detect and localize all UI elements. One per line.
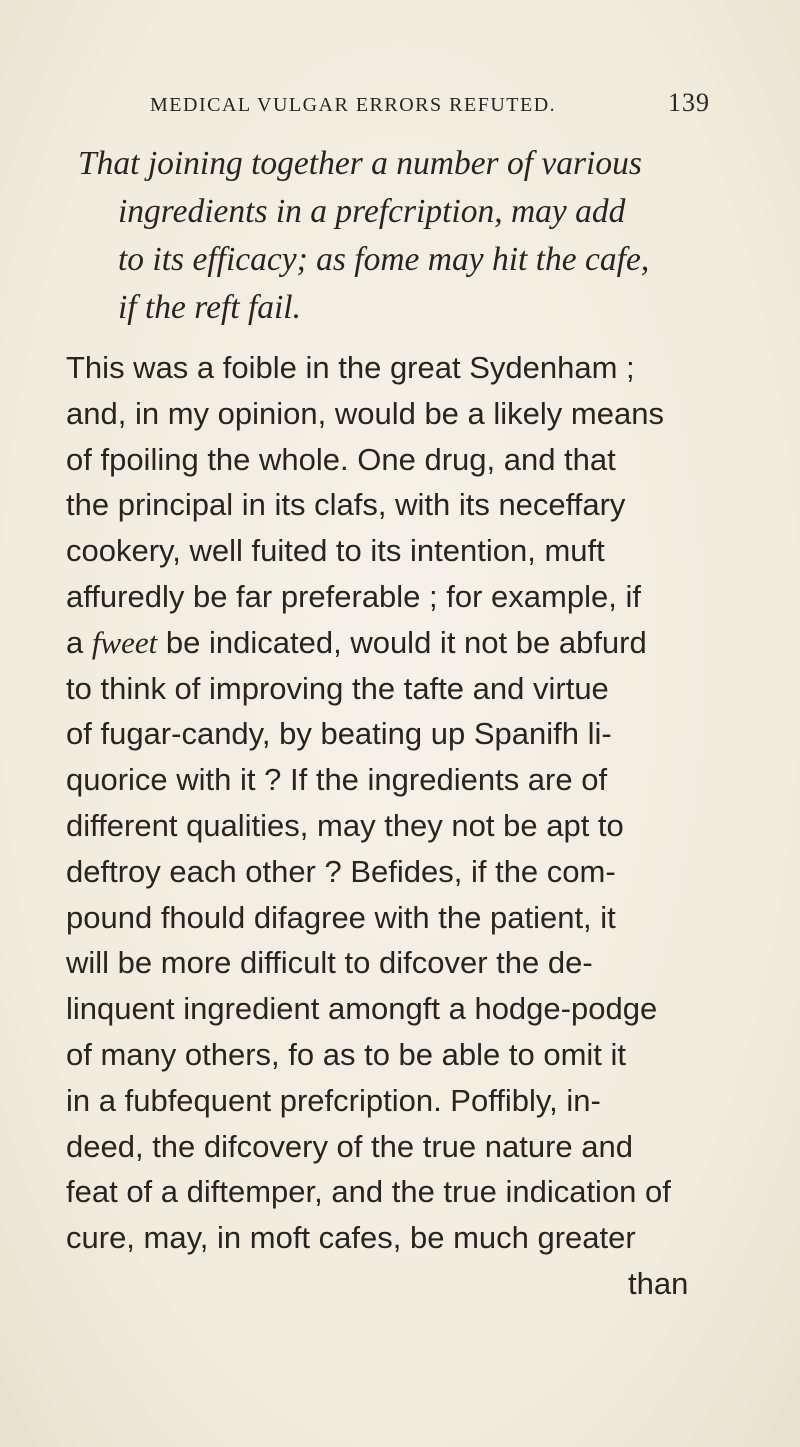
italic-word: fweet: [91, 624, 158, 660]
body-line: pound fhould difagree with the patient, it: [66, 899, 616, 935]
body-line: [66, 620, 726, 666]
heading-line: ingredients in a prefcription, may add: [118, 193, 626, 230]
heading-line: to its efficacy; as fome may hit the cafe,: [118, 241, 650, 278]
body-line: feat of a diftemper, and the true indication of: [66, 1174, 671, 1210]
body-line: to think of improving the tafte and virtue: [66, 670, 609, 706]
body-line: of many others, fo as to be able to omit it: [66, 1036, 627, 1072]
body-line: in a fubfequent prefcription. Poffibly, in-: [66, 1082, 601, 1118]
body-line: linquent ingredient amongft a hodge-podge: [66, 991, 658, 1027]
running-head: [150, 88, 710, 118]
body-line: the principal in its clafs, with its neceffary: [66, 487, 626, 523]
body-line: quorice with it ? If the ingredients are of: [66, 762, 608, 798]
body-line: of fpoiling the whole. One drug, and that: [66, 441, 616, 477]
section-heading: [78, 140, 758, 332]
italic-prefix: a: [66, 624, 92, 660]
italic-suffix: [157, 625, 166, 660]
body-line: cure, may, in moft cafes, be much greater: [66, 1220, 636, 1256]
running-head-title: MEDICAL VULGAR ERRORS REFUTED.: [150, 94, 557, 116]
body-line: of fugar-candy, by beating up Spanifh li-: [66, 716, 612, 752]
body-line: and, in my opinion, would be a likely means: [66, 395, 664, 431]
body-line: different qualities, may they not be apt to: [66, 807, 624, 843]
catchword: than: [628, 1265, 689, 1301]
body-line: affuredly be far preferable ; for example, if: [66, 578, 641, 614]
body-line: deed, the difcovery of the true nature and: [66, 1128, 633, 1164]
body-paragraph: [66, 345, 726, 1307]
body-line: deftroy each other ? Befides, if the com-: [66, 853, 616, 889]
body-line: cookery, well fuited to its intention, muft: [66, 533, 605, 569]
page-number: 139: [668, 88, 710, 117]
body-line-rest: be indicated, would it not be abfurd: [165, 624, 647, 660]
body-line: will be more difficult to difcover the de-: [66, 945, 593, 981]
body-line: This was a foible in the great Sydenham ;: [66, 350, 635, 385]
heading-line: if the reft fail.: [118, 289, 301, 326]
heading-line: That joining together a number of various: [78, 145, 642, 182]
